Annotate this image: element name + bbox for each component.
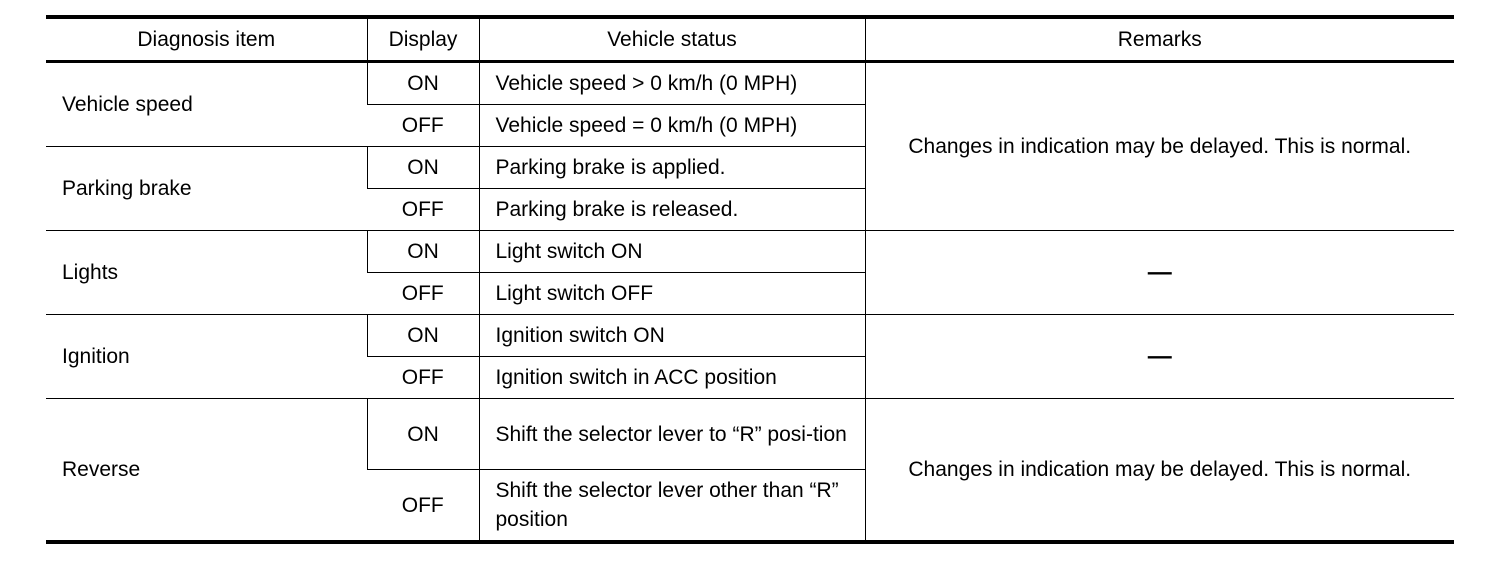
remarks-reverse: Changes in indication may be delayed. This is normal.	[865, 399, 1454, 543]
header-row	[46, 17, 1454, 62]
header-vehicle-status: Vehicle status	[479, 17, 865, 62]
display-value: OFF	[367, 189, 479, 231]
display-value: ON	[367, 147, 479, 189]
header-remarks: Remarks	[865, 17, 1454, 62]
diagnosis-item-ignition: Ignition	[46, 315, 367, 399]
remarks-dash: —	[1147, 258, 1172, 286]
table-row	[46, 315, 1454, 357]
diagnosis-table	[46, 15, 1454, 544]
table-row	[46, 399, 1454, 470]
header-diagnosis-item: Diagnosis item	[46, 17, 367, 62]
vehicle-status: Ignition switch ON	[479, 315, 865, 357]
vehicle-status: Shift the selector lever other than “R” position	[479, 470, 865, 543]
display-value: ON	[367, 315, 479, 357]
remarks-speed-brake: Changes in indication may be delayed. This is normal.	[865, 62, 1454, 231]
remarks-lights	[865, 231, 1454, 315]
vehicle-status: Light switch ON	[479, 231, 865, 273]
remarks-ignition	[865, 315, 1454, 399]
display-value: ON	[367, 231, 479, 273]
display-value: OFF	[367, 105, 479, 147]
diagnosis-item-lights: Lights	[46, 231, 367, 315]
vehicle-status: Parking brake is released.	[479, 189, 865, 231]
remarks-dash: —	[1147, 342, 1172, 370]
table-row	[46, 231, 1454, 273]
display-value: OFF	[367, 273, 479, 315]
vehicle-status: Shift the selector lever to “R” posi-tion	[479, 399, 865, 470]
diagnosis-item-parking-brake: Parking brake	[46, 147, 367, 231]
header-display: Display	[367, 17, 479, 62]
vehicle-status: Vehicle speed > 0 km/h (0 MPH)	[479, 62, 865, 105]
diagnosis-item-reverse: Reverse	[46, 399, 367, 543]
vehicle-status: Light switch OFF	[479, 273, 865, 315]
vehicle-status: Vehicle speed = 0 km/h (0 MPH)	[479, 105, 865, 147]
vehicle-status: Ignition switch in ACC position	[479, 357, 865, 399]
display-value: ON	[367, 399, 479, 470]
vehicle-status: Parking brake is applied.	[479, 147, 865, 189]
table-row	[46, 62, 1454, 105]
display-value: ON	[367, 62, 479, 105]
diagnosis-item-vehicle-speed: Vehicle speed	[62, 93, 193, 116]
display-value: OFF	[367, 357, 479, 399]
display-value: OFF	[367, 470, 479, 543]
